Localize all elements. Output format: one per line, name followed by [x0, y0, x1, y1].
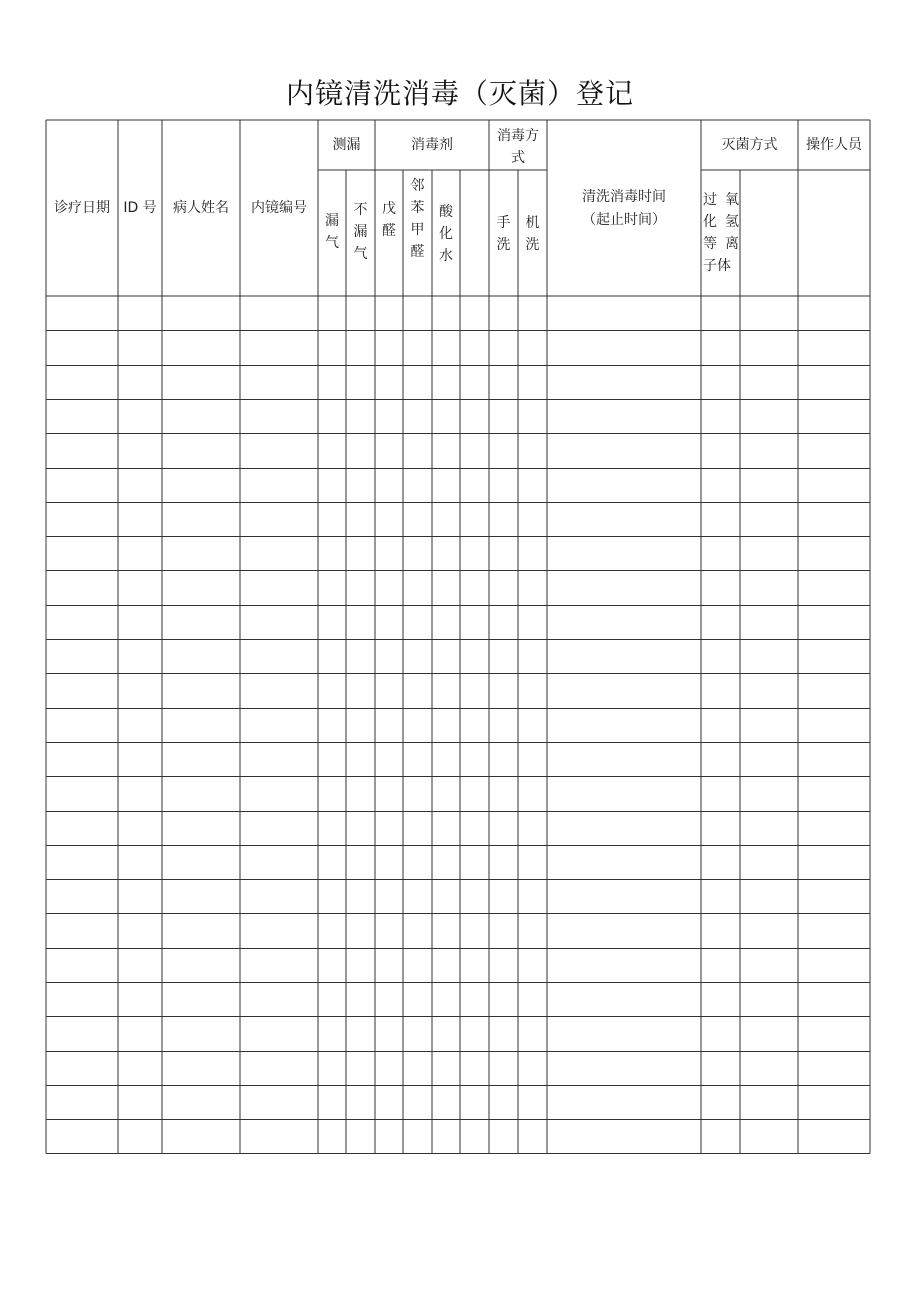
- header-no-leak: 不 漏 气: [353, 202, 368, 262]
- header-patient-name: 病人姓名: [173, 200, 229, 216]
- header-machine-wash: 机 洗: [525, 215, 540, 253]
- header-h2o2-plasma-right: 氧 氢 离: [725, 192, 739, 252]
- header-leak: 漏 气: [325, 213, 339, 251]
- header-disinfect-method: 消毒方 式: [497, 128, 539, 166]
- header-glutaraldehyde: 戊 醛: [382, 201, 396, 239]
- header-operator: 操作人员: [806, 137, 862, 153]
- header-clean-time-sub: （起止时间）: [582, 212, 666, 228]
- header-disinfectant: 消毒剂: [411, 137, 453, 153]
- header-clean-time: 清洗消毒时间: [582, 189, 666, 205]
- page-title: 内镜清洗消毒（灭菌）登记: [285, 77, 634, 110]
- header-acid-water: 酸 化 水: [439, 204, 453, 264]
- header-leak-test: 测漏: [332, 137, 361, 153]
- header-sterilize-method: 灭菌方式: [721, 137, 778, 153]
- header-date: 诊疗日期: [54, 200, 110, 216]
- header-id: ID 号: [123, 200, 157, 216]
- header-opa: 邻 苯 甲 醛: [410, 178, 425, 260]
- header-manual-wash: 手 洗: [496, 215, 511, 253]
- header-h2o2-plasma-left: 过 化 等 子体: [703, 192, 731, 274]
- header-scope-number: 内镜编号: [251, 200, 307, 216]
